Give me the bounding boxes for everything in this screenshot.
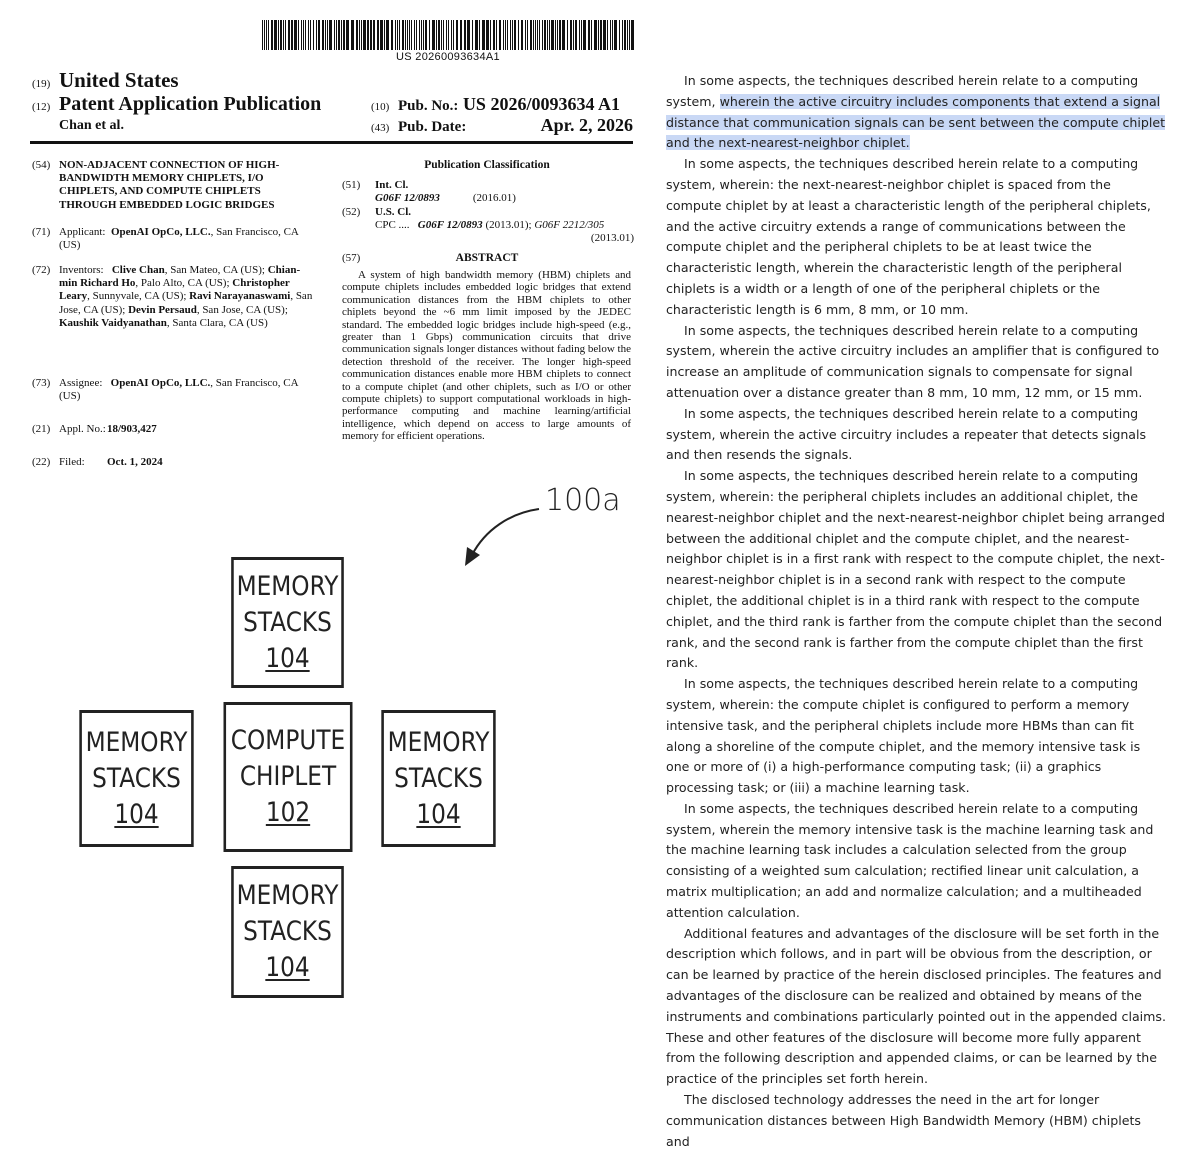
memory-stacks-left: MEMORY STACKS 104 (79, 710, 193, 847)
memory-stacks-right: MEMORY STACKS 104 (381, 710, 495, 847)
int-class: G06F 12/0893 (375, 192, 440, 204)
highlighted-text[interactable]: wherein the active circuitry includes components that extend a signal distance that communication signals can be sent between the compute chiplet and the next-nearest-neighbor chiplet. (666, 93, 1166, 151)
filed-field: (22) Filed: Oct. 1, 2024 (32, 456, 163, 468)
inventors-field: (72) Inventors: Clive Chan, San Mateo, CA (US); Chian-min Richard Ho, Palo Alto, CA (US); Christopher Leary, Sunnyvale, CA (US); Ravi Narayanaswami, San Jose, CA (US); Devin Persaud, San Jose, CA (US); Kaushik Vaidyanathan, Santa Clara, CA (US) (32, 264, 313, 329)
description-column (666, 71, 1166, 1152)
filed-date: Oct. 1, 2024 (107, 456, 163, 468)
paragraph-8: Additional features and advantages of the disclosure will be set forth in the description which follows, and in part will be obvious from the description, or can be learned by practice of the herein disclosed principles. The features and advantages of the disclosure can be realized and obtained by means of the instruments and combinations particularly pointed out in the appended claims. These and other features of the disclosure will become more fully apparent from the following description and appended claims, or can be learned by the practice of the principles set forth herein. (666, 925, 1166, 1087)
application-number: 18/903,427 (107, 423, 157, 435)
inventors-short: Chan et al. (59, 118, 124, 133)
invention-title: NON-ADJACENT CONNECTION OF HIGH-BANDWIDTH MEMORY CHIPLETS, I/O CHIPLETS, AND COMPUTE CHIPLETS THROUGH EMBEDDED LOGIC BRIDGES (59, 159, 280, 211)
paragraph-1: In some aspects, the techniques described herein relate to a computing system, wherein the active circuitry includes components that extend a signal distance that communication signals can be sent between the compute chiplet and the next-nearest-neighbor chiplet. (666, 73, 1166, 151)
abstract-text: A system of high bandwidth memory (HBM) chiplets and compute chiplets includes embedded logic bridges that extend communication distances from the HBM chiplets to other chiplets beyond the ~6 mm limit imposed by the JEDEC standard. The embedded logic bridges include high-speed (e.g., greater than 1 Gbps) communication circuits that drive communication signals longer distances without fading below the detection threshold of the receiver. The longer high-speed communication distances enable more HBM chiplets to connect to a compute chiplet (and other chiplets, such as I/O or other compute chiplets) to support computational workloads in high-performance computing and machine learning/artificial intelligence, which depend on access to large amounts of memory for efficient operations. (342, 269, 631, 443)
publication-type: Patent Application Publication (59, 93, 322, 115)
figure-arrow (455, 495, 555, 575)
country: United States (59, 68, 179, 92)
paragraph-3: In some aspects, the techniques described herein relate to a computing system, wherein the active circuitry includes an amplifier that is configured to increase an amplitude of communication signals to compensate for signal attenuation over a distance greater than 8 mm, 10 mm, 12 mm, or 15 mm. (666, 322, 1160, 400)
applicant-field: (71) Applicant: OpenAI OpCo, LLC., San Francisco, CA (US) (32, 226, 299, 252)
paragraph-2: In some aspects, the techniques described herein relate to a computing system, wherein: the next-nearest-neighbor chiplet is spaced from the compute chiplet by at least a characteristic length of the peripheral chiplets, and the active circuitry extends a range of communications between the compute chiplet and the peripheral chiplets to be at least twice the characteristic length, wherein the characteristic length of the peripheral chiplets is a width or a length of one of the peripheral chiplets or the characteristic length is 6 mm, 8 mm, or 10 mm. (666, 156, 1151, 317)
paragraph-7: In some aspects, the techniques described herein relate to a computing system, wherein the memory intensive task is the machine learning task and the machine learning task includes a calculation selected from the group consisting of a weighted sum calculation; rectified linear unit calculation, a matrix multiplication; an add and normalize calculation; and a multiheaded attention calculation. (666, 800, 1154, 920)
application-number-field: (21) Appl. No.:18/903,427 (32, 423, 157, 435)
paragraph-4: In some aspects, the techniques described herein relate to a computing system, wherein the active circuitry includes a repeater that detects signals and then resends the signals. (666, 405, 1147, 463)
publication-type-line: (12) Patent Application Publication (32, 93, 322, 115)
assignee-name: OpenAI OpCo, LLC. (110, 377, 211, 389)
abstract-heading: (57) ABSTRACT (342, 252, 519, 264)
memory-stacks-bottom: MEMORY STACKS 104 (231, 866, 344, 998)
assignee-field: (73) Assignee: OpenAI OpCo, LLC., San Francisco, CA (US) (32, 377, 298, 403)
int-class-field: (51) Int. Cl. G06F 12/0893 (2016.01) (342, 179, 516, 204)
pub-number-line: (10) Pub. No.: US 2026/0093634 A1 (371, 94, 620, 114)
pub-date: Apr. 2, 2026 (540, 115, 633, 135)
barcode (262, 20, 634, 50)
figure-label: 100a (545, 483, 621, 518)
pub-number: US 2026/0093634 A1 (462, 94, 620, 114)
pub-date-line: (43) Pub. Date: Apr. 2, 2026 (371, 115, 633, 135)
title-field: (54) NON-ADJACENT CONNECTION OF HIGH-BANDWIDTH MEMORY CHIPLETS, I/O CHIPLETS, AND COMPUTE CHIPLETS THROUGH EMBEDDED LOGIC BRIDGES (32, 159, 332, 212)
country-line: (19) United States (32, 68, 179, 92)
barcode-number: US 20260093634A1 (396, 51, 500, 63)
header-rule (30, 141, 633, 144)
applicant-name: OpenAI OpCo, LLC. (110, 226, 211, 238)
memory-stacks-top: MEMORY STACKS 104 (231, 557, 344, 688)
compute-chiplet: COMPUTE CHIPLET 102 (224, 702, 353, 852)
us-class-field: (52) U.S. Cl. CPC .... G06F 12/0893 (2013.01); G06F 2212/305 (2013.01) (342, 206, 634, 244)
paragraph-9: The disclosed technology addresses the need in the art for longer communication distances between High Bandwidth Memory (HBM) chiplets and (666, 1092, 1141, 1149)
paragraph-6: In some aspects, the techniques described herein relate to a computing system, wherein: the compute chiplet is configured to perform a memory intensive task, and the peripheral chiplets include more HBMs than can fit along a shoreline of the compute chiplet, and the memory intensive task is one or more of (i) a high-performance computing task; (ii) a graphics processing task; or (iii) a machine learning task. (666, 676, 1141, 796)
classification-heading: Publication Classification (424, 159, 550, 171)
paragraph-5: In some aspects, the techniques described herein relate to a computing system, wherein: the peripheral chiplets includes an additional chiplet, the nearest-neighbor chiplet and the next-nearest-neighbor chiplet being arranged between the additional chiplet and the compute chiplet, and the nearest-neighbor chiplet is in a first rank with respect to the compute chiplet, the next-nearest-neighbor chiplet is in a second rank with respect to the compute chiplet, the additional chiplet is in a third rank with respect to the compute chiplet, and the third rank is farther from the compute chiplet than the second rank, and the second rank is farther from the compute chiplet than the first rank. (666, 468, 1165, 671)
